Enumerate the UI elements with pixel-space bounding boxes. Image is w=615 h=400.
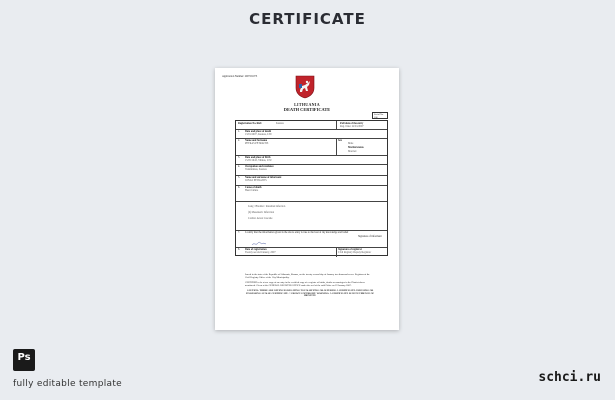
footer-text [245, 274, 375, 300]
row-7-num: 7. [238, 231, 240, 234]
footer-caution: CAUTION: THERE ARE OFFENCES RELATING TO FALSIFYING OR ALTERING A CERTIFICATE AND USING OR POSSESSING A FALSE CERTIFICATE. ©CROWN COPYRIGHT. WARNING: A CERTIFICATE IS NOT EVIDENCE OF IDENTITY. [246, 288, 374, 298]
row-4-label: Occupation and residence [245, 165, 274, 168]
brand-label: schci.ru [538, 370, 601, 385]
sex-value: Male [348, 142, 354, 145]
row-3-value: 15/05/1943, Vilnius, LTU [245, 159, 272, 162]
row-3-label: Date and place of birth [245, 156, 271, 159]
cause-line-1: Lung / Bladder / Intestinal infection [248, 205, 286, 208]
cause-line-2: (b) Mesenteric Infarction [248, 211, 275, 214]
row-2-label: Name and Surname [245, 139, 268, 142]
signature-label: Signature of informant [358, 235, 382, 238]
coat-of-arms-icon [294, 75, 316, 99]
photoshop-icon [13, 349, 35, 371]
row-6-num: 6. [238, 186, 240, 189]
row-4-num: 4. [238, 165, 240, 168]
row-4-value: Vaistininkas, Kaunas [245, 168, 267, 171]
country-name: LITHUANIA [294, 102, 320, 107]
footer-paragraph: Issued in the state of the Republic of Lithuania, Kaunas, on the twenty second day of January two thousand seven. Registrar of the Civil Registry Office of the City Municipality. [245, 273, 370, 279]
row-6-value: Heart failure [245, 189, 259, 192]
marital-value: Married [348, 150, 357, 153]
row-2-num: 2. [238, 139, 240, 142]
row-2-value: PETRAS PETRAITIS [245, 142, 269, 145]
application-number: Application Number: 2007/01073 [222, 75, 258, 78]
serial-value: 100 [374, 116, 378, 119]
cause-line-3: Cardiac Arrest Cascade [248, 217, 273, 220]
marital-label: Marital status [348, 146, 364, 149]
row-6-label: Cause of death [245, 186, 262, 189]
serial-label: Serial No. [374, 113, 384, 116]
photoshop-icon-label: Ps [17, 352, 31, 363]
registration-label: Registration No./Ref.: [238, 122, 263, 125]
reg-date-bottom-label: Date of registration [245, 248, 267, 251]
signature-mark-icon [251, 241, 267, 247]
reg-date-bottom-value: Twenty second January, 2007 [245, 251, 276, 254]
row-8-num: 8. [238, 248, 240, 251]
serial-box [372, 112, 388, 119]
row-5-num: 5. [238, 176, 240, 179]
row-5-value: JONAS PETRAITIS [245, 179, 267, 182]
reg-date-label: Full date of the entry [340, 122, 364, 125]
certificate-document [215, 68, 399, 330]
editable-template-label: fully editable template [13, 379, 122, 389]
page-title: CERTIFICATE [249, 10, 366, 28]
row-1-label: Date and place of death [245, 130, 272, 133]
registration-value: Kaunas [276, 122, 284, 125]
reg-date-value: Reg. Date: 22/01/2007 [340, 125, 364, 128]
document-title: DEATH CERTIFICATE [283, 107, 331, 112]
row-5-label: Name and surname of informant [245, 176, 282, 179]
row-1-value: 13/01/2007, Kaunas, LTU [245, 133, 272, 136]
sex-label: Sex [338, 139, 342, 142]
footer-paragraph: CERTIFIED to be a true copy of an entry in the certified copy of a register of births, deaths or marriages in the District above mentioned. Given at the GENERAL REGISTER OFFICE under the seal of the said Office on 22 January 2007. [245, 280, 365, 287]
certificate-form [235, 120, 388, 256]
row-3-num: 3. [238, 156, 240, 159]
row-1-num: 1. [238, 130, 240, 133]
certifier-line: I certify that the information given in the above entry is true to the best of my knowledge and belief [245, 231, 349, 234]
registrar-value: Civil Registry Deputy Registrar [338, 251, 372, 254]
registrar-label: Signature of registrar [338, 248, 362, 251]
